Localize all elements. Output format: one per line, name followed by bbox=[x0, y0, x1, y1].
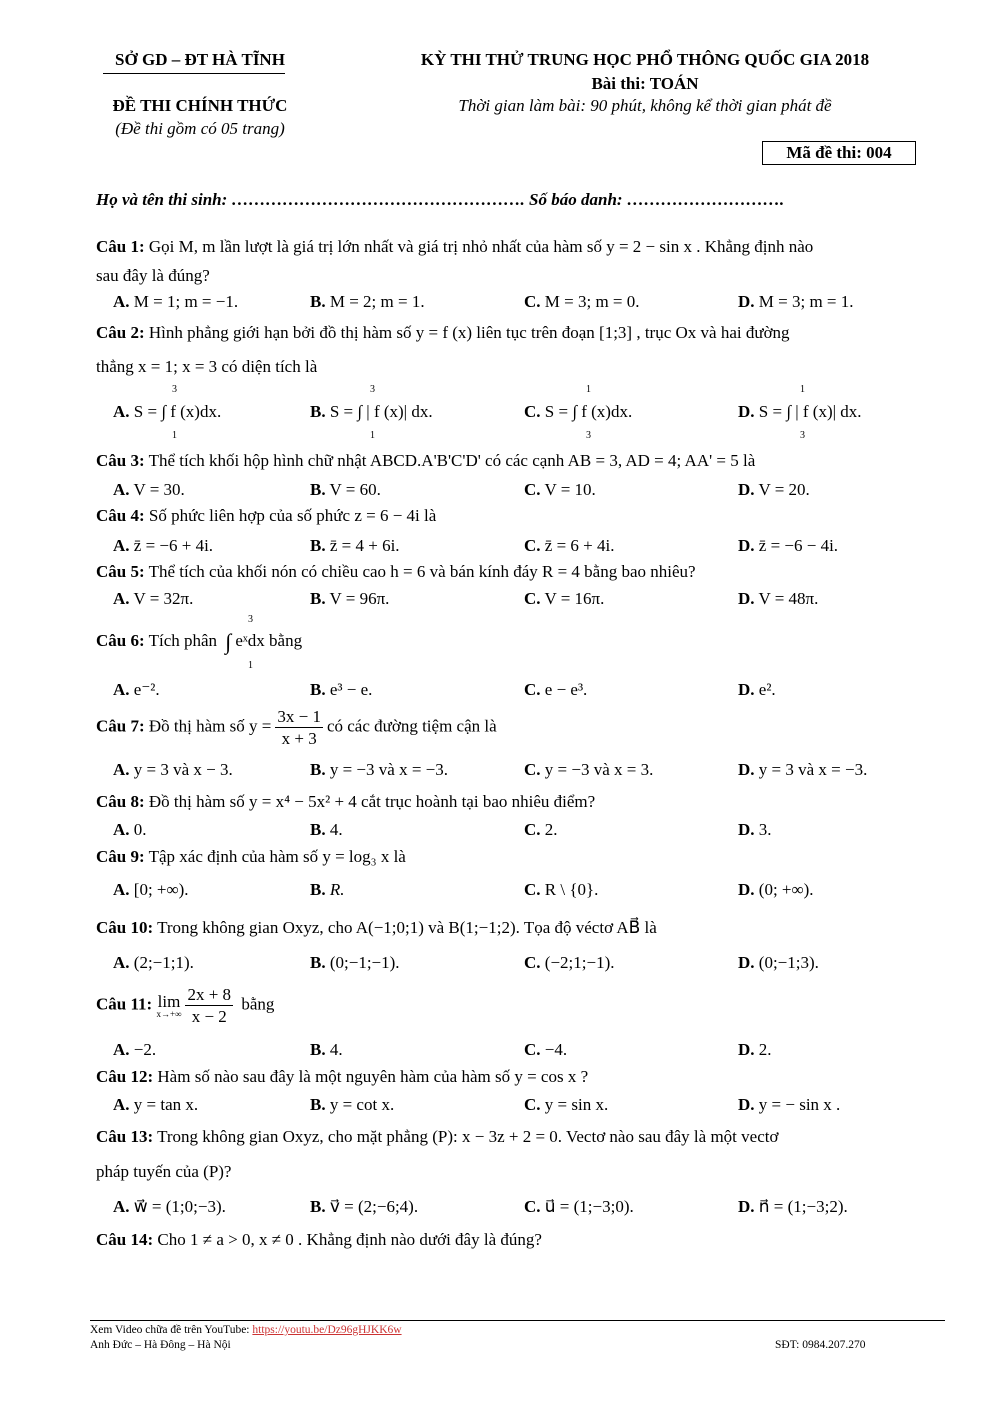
question-2-line2: thẳng x = 1; x = 3 có diện tích là bbox=[96, 357, 318, 376]
question-8: Câu 8: Đồ thị hàm số y = x⁴ − 5x² + 4 cắt trục hoành tại bao nhiêu điểm? bbox=[96, 792, 596, 811]
q6-option-a[interactable]: A. e⁻². bbox=[113, 680, 160, 699]
q8-option-d[interactable]: D. 3. bbox=[738, 820, 772, 839]
q11-option-a[interactable]: A. −2. bbox=[113, 1040, 157, 1059]
q4-option-d[interactable]: D. z̄ = −6 − 4i. bbox=[738, 536, 839, 555]
q2-c-lower-limit: 3 bbox=[586, 430, 591, 441]
q2-b-lower-limit: 1 bbox=[370, 430, 375, 441]
question-9: Câu 9: Tập xác định của hàm số y = log₃ x là bbox=[96, 847, 406, 866]
question-1: Câu 1: Gọi M, m lần lượt là giá trị lớn nhất và giá trị nhỏ nhất của hàm số y = 2 − sin x . Khẳng định nào bbox=[96, 237, 814, 256]
q7-option-d[interactable]: D. y = 3 và x = −3. bbox=[738, 760, 868, 779]
q7-option-c[interactable]: C. y = −3 và x = 3. bbox=[524, 760, 654, 779]
q5-option-a[interactable]: A. V = 32π. bbox=[113, 589, 194, 608]
footer-divider bbox=[90, 1320, 945, 1321]
q7-fraction: $\frac{3x - 1}{x + 3}$ bbox=[277, 707, 321, 749]
q8-option-b[interactable]: B. 4. bbox=[310, 820, 343, 839]
q2-option-d[interactable]: D. S = ∫ | f (x)| dx. bbox=[738, 402, 862, 421]
q2-d-lower-limit: 3 bbox=[800, 430, 805, 441]
q3-option-b[interactable]: B. V = 60. bbox=[310, 480, 381, 499]
q2-b-upper-limit: 3 bbox=[370, 384, 375, 395]
exam-time: Thời gian làm bài: 90 phút, không kể thời gian phát đề bbox=[458, 96, 832, 115]
youtube-link[interactable]: https://youtu.be/Dz96gHJKK6w bbox=[252, 1324, 402, 1336]
q7-option-b[interactable]: B. y = −3 và x = −3. bbox=[310, 760, 448, 779]
official-label: ĐỀ THI CHÍNH THỨC bbox=[112, 96, 288, 115]
question-6: Câu 6: Tích phân ∫ eˣdx bằng bbox=[96, 629, 303, 655]
q2-c-upper-limit: 1 bbox=[586, 384, 591, 395]
question-12: Câu 12: Hàm số nào sau đây là một nguyên hàm của hàm số y = cos x ? bbox=[96, 1067, 589, 1086]
question-10: Câu 10: Trong không gian Oxyz, cho A(−1;0;1) và B(1;−1;2). Tọa độ véctơ AB⃗ là bbox=[96, 918, 657, 937]
q5-option-d[interactable]: D. V = 48π. bbox=[738, 589, 819, 608]
q2-a-upper-limit: 3 bbox=[172, 384, 177, 395]
q12-option-c[interactable]: C. y = sin x. bbox=[524, 1095, 609, 1114]
q6-option-d[interactable]: D. e². bbox=[738, 680, 776, 699]
question-4: Câu 4: Số phức liên hợp của số phức z = 6 − 4i là bbox=[96, 506, 437, 525]
q2-d-upper-limit: 1 bbox=[800, 384, 805, 395]
q4-option-b[interactable]: B. z̄ = 4 + 6i. bbox=[310, 536, 400, 555]
q3-option-d[interactable]: D. V = 20. bbox=[738, 480, 810, 499]
q7-option-a[interactable]: A. y = 3 và x − 3. bbox=[113, 760, 233, 779]
q9-option-b[interactable]: B. R. bbox=[310, 880, 345, 899]
candidate-info-line: Họ và tên thi sinh: ……………………………………………. Số báo danh: ………………………. bbox=[96, 190, 785, 209]
q10-option-b[interactable]: B. (0;−1;−1). bbox=[310, 953, 400, 972]
q3-option-c[interactable]: C. V = 10. bbox=[524, 480, 596, 499]
page-count: (Đề thi gồm có 05 trang) bbox=[115, 119, 285, 138]
q3-option-a[interactable]: A. V = 30. bbox=[113, 480, 185, 499]
q2-option-b[interactable]: B. S = ∫ | f (x)| dx. bbox=[310, 402, 433, 421]
q2-option-c[interactable]: C. S = ∫ f (x)dx. bbox=[524, 402, 633, 421]
q8-option-c[interactable]: C. 2. bbox=[524, 820, 558, 839]
q11-option-d[interactable]: D. 2. bbox=[738, 1040, 772, 1059]
q1-option-c[interactable]: C. M = 3; m = 0. bbox=[524, 292, 640, 311]
question-2: Câu 2: Hình phẳng giới hạn bởi đồ thị hàm số y = f (x) liên tục trên đoạn [1;3] , trục Ox và hai đường bbox=[96, 323, 790, 342]
exam-title: KỲ THI THỬ TRUNG HỌC PHỔ THÔNG QUỐC GIA 2018 bbox=[420, 50, 870, 69]
q12-option-d[interactable]: D. y = − sin x . bbox=[738, 1095, 841, 1114]
question-5: Câu 5: Thể tích của khối nón có chiều cao h = 6 và bán kính đáy R = 4 bằng bao nhiêu? bbox=[96, 562, 696, 581]
question-1-line2: sau đây là đúng? bbox=[96, 266, 210, 285]
q5-option-c[interactable]: C. V = 16π. bbox=[524, 589, 605, 608]
q6-option-b[interactable]: B. e³ − e. bbox=[310, 680, 373, 699]
q1-option-a[interactable]: A. M = 1; m = −1. bbox=[113, 292, 239, 311]
q1-option-d[interactable]: D. M = 3; m = 1. bbox=[738, 292, 854, 311]
q11-option-b[interactable]: B. 4. bbox=[310, 1040, 343, 1059]
exam-code: Mã đề thi: 004 bbox=[762, 141, 916, 165]
q8-option-a[interactable]: A. 0. bbox=[113, 820, 147, 839]
q11-option-c[interactable]: C. −4. bbox=[524, 1040, 568, 1059]
q1-option-b[interactable]: B. M = 2; m = 1. bbox=[310, 292, 425, 311]
q6-upper-limit: 3 bbox=[248, 614, 253, 625]
question-7: Câu 7: Đồ thị hàm số y = $\frac{3x - 1}{x + 3}$ có các đường tiệm cận là bbox=[96, 707, 497, 749]
q13-option-b[interactable]: B. v⃗ = (2;−6;4). bbox=[310, 1197, 419, 1216]
q9-option-c[interactable]: C. R \ {0}. bbox=[524, 880, 599, 899]
q9-option-d[interactable]: D. (0; +∞). bbox=[738, 880, 814, 899]
header-divider bbox=[103, 73, 285, 74]
q4-option-c[interactable]: C. z̄ = 6 + 4i. bbox=[524, 536, 615, 555]
question-11: Câu 11: lim x→+∞ $\frac{2x + 8}{x - 2}$ bằng bbox=[96, 985, 275, 1027]
integral-icon: ∫ bbox=[225, 629, 232, 655]
question-13-line2: pháp tuyến của (P)? bbox=[96, 1162, 232, 1181]
footer-phone: SĐT: 0984.207.270 bbox=[775, 1339, 866, 1351]
q10-option-c[interactable]: C. (−2;1;−1). bbox=[524, 953, 615, 972]
q10-option-a[interactable]: A. (2;−1;1). bbox=[113, 953, 194, 972]
q13-option-c[interactable]: C. u⃗ = (1;−3;0). bbox=[524, 1197, 634, 1216]
q13-option-d[interactable]: D. n⃗ = (1;−3;2). bbox=[738, 1197, 848, 1216]
question-13: Câu 13: Trong không gian Oxyz, cho mặt phẳng (P): x − 3z + 2 = 0. Vectơ nào sau đây là một vectơ bbox=[96, 1127, 779, 1146]
q9-option-a[interactable]: A. [0; +∞). bbox=[113, 880, 189, 899]
q11-fraction: $\frac{2x + 8}{x - 2}$ bbox=[187, 985, 232, 1027]
q5-option-b[interactable]: B. V = 96π. bbox=[310, 589, 390, 608]
q12-option-a[interactable]: A. y = tan x. bbox=[113, 1095, 199, 1114]
q2-option-a[interactable]: A. S = ∫ f (x)dx. bbox=[113, 402, 222, 421]
q4-option-a[interactable]: A. z̄ = −6 + 4i. bbox=[113, 536, 214, 555]
department-name: SỞ GD – ĐT HÀ TĨNH bbox=[115, 50, 285, 69]
footer-author: Anh Đức – Hà Đông – Hà Nội bbox=[90, 1339, 231, 1351]
question-14: Câu 14: Cho 1 ≠ a > 0, x ≠ 0 . Khẳng định nào dưới đây là đúng? bbox=[96, 1230, 542, 1249]
q11-limit: lim x→+∞ bbox=[156, 991, 182, 1019]
q13-option-a[interactable]: A. w⃗ = (1;0;−3). bbox=[113, 1197, 226, 1216]
question-3: Câu 3: Thể tích khối hộp hình chữ nhật ABCD.A'B'C'D' có các cạnh AB = 3, AD = 4; AA' = 5 là bbox=[96, 451, 756, 470]
q6-lower-limit: 1 bbox=[248, 660, 253, 671]
q12-option-b[interactable]: B. y = cot x. bbox=[310, 1095, 395, 1114]
q6-option-c[interactable]: C. e − e³. bbox=[524, 680, 588, 699]
q10-option-d[interactable]: D. (0;−1;3). bbox=[738, 953, 819, 972]
q2-a-lower-limit: 1 bbox=[172, 430, 177, 441]
exam-subject: Bài thi: TOÁN bbox=[591, 74, 699, 93]
footer-video: Xem Video chữa đề trên YouTube: https://youtu.be/Dz96gHJKK6w bbox=[90, 1324, 402, 1336]
